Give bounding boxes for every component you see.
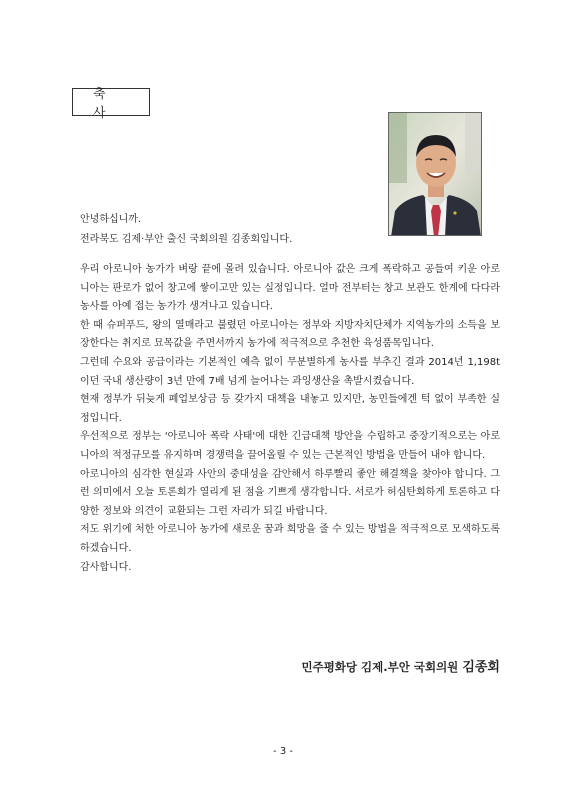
greeting-line: 전라북도 김제·부안 출신 국회의원 김종회입니다. (80, 234, 293, 245)
page-title-text: 축 사 (93, 87, 126, 121)
letter-body (80, 261, 500, 577)
body-paragraph: 현재 정부가 뒤늦게 폐업보상금 등 갖가지 대책을 내놓고 있지만, 농민들에겐 턱 없이 부족한 실정입니다. (80, 394, 500, 424)
signature-affiliation: 민주평화당 김제.부안 국회의원 (301, 660, 459, 674)
body-paragraph: 감사합니다. (80, 561, 132, 573)
body-paragraph: 그런데 수요와 공급이라는 기본적인 예측 없이 무분별하게 농사를 부추긴 결과 2014년 1,198t이던 국내 생산량이 3년 만에 7배 넘게 늘어나는 과잉생산을 촉발시켰습니다. (80, 356, 500, 387)
body-paragraph: 우선적으로 정부는 '아로니아 폭락 사태'에 대한 긴급대책 방안을 수립하고 중장기적으로는 아로니아의 적정규모를 유지하며 경쟁력을 끌어올릴 수 있는 근본적인 방법을 만들어 내야 합니다. (80, 431, 500, 461)
body-paragraph: 한 때 슈퍼푸드, 왕의 열매라고 불렸던 아로니아는 정부와 지방자치단체가 지역농가의 소득을 보장한다는 취지로 묘목값을 주면서까지 농가에 적극적으로 추천한 육성품목입니다. (80, 319, 500, 350)
greeting (80, 210, 500, 250)
greeting-line: 안녕하십니까. (80, 214, 142, 225)
body-paragraph: 저도 위기에 처한 아로니아 농가에 새로운 꿈과 희망을 줄 수 있는 방법을 적극적으로 모색하도록 하겠습니다. (80, 524, 500, 554)
page-number: - 3 - (273, 746, 293, 757)
body-paragraph: 우리 아로니아 농가가 벼랑 끝에 몰려 있습니다. 아로니아 값은 크게 폭락하고 공들여 키운 아로니아는 판로가 없어 창고에 쌓이고만 있는 실정입니다. 얼마 전부터는 창고 보관도 한계에 다다라 농사를 아예 접는 농가가 생겨나고 있습니다. (80, 264, 500, 313)
page-title (72, 87, 150, 121)
signature (302, 656, 501, 675)
signature-name: 김종회 (462, 660, 500, 675)
body-paragraph: 아로니아의 심각한 현실과 사안의 중대성을 감안해서 하루빨리 좋안 해결책을 찾아야 합니다. 그런 의미에서 오늘 토론회가 열리게 된 점을 기쁘게 생각합니다. 서로가 허심탄회하게 토론하고 다양한 정보와 의견이 교환되는 그런 자리가 되길 바랍니다. (80, 468, 500, 517)
